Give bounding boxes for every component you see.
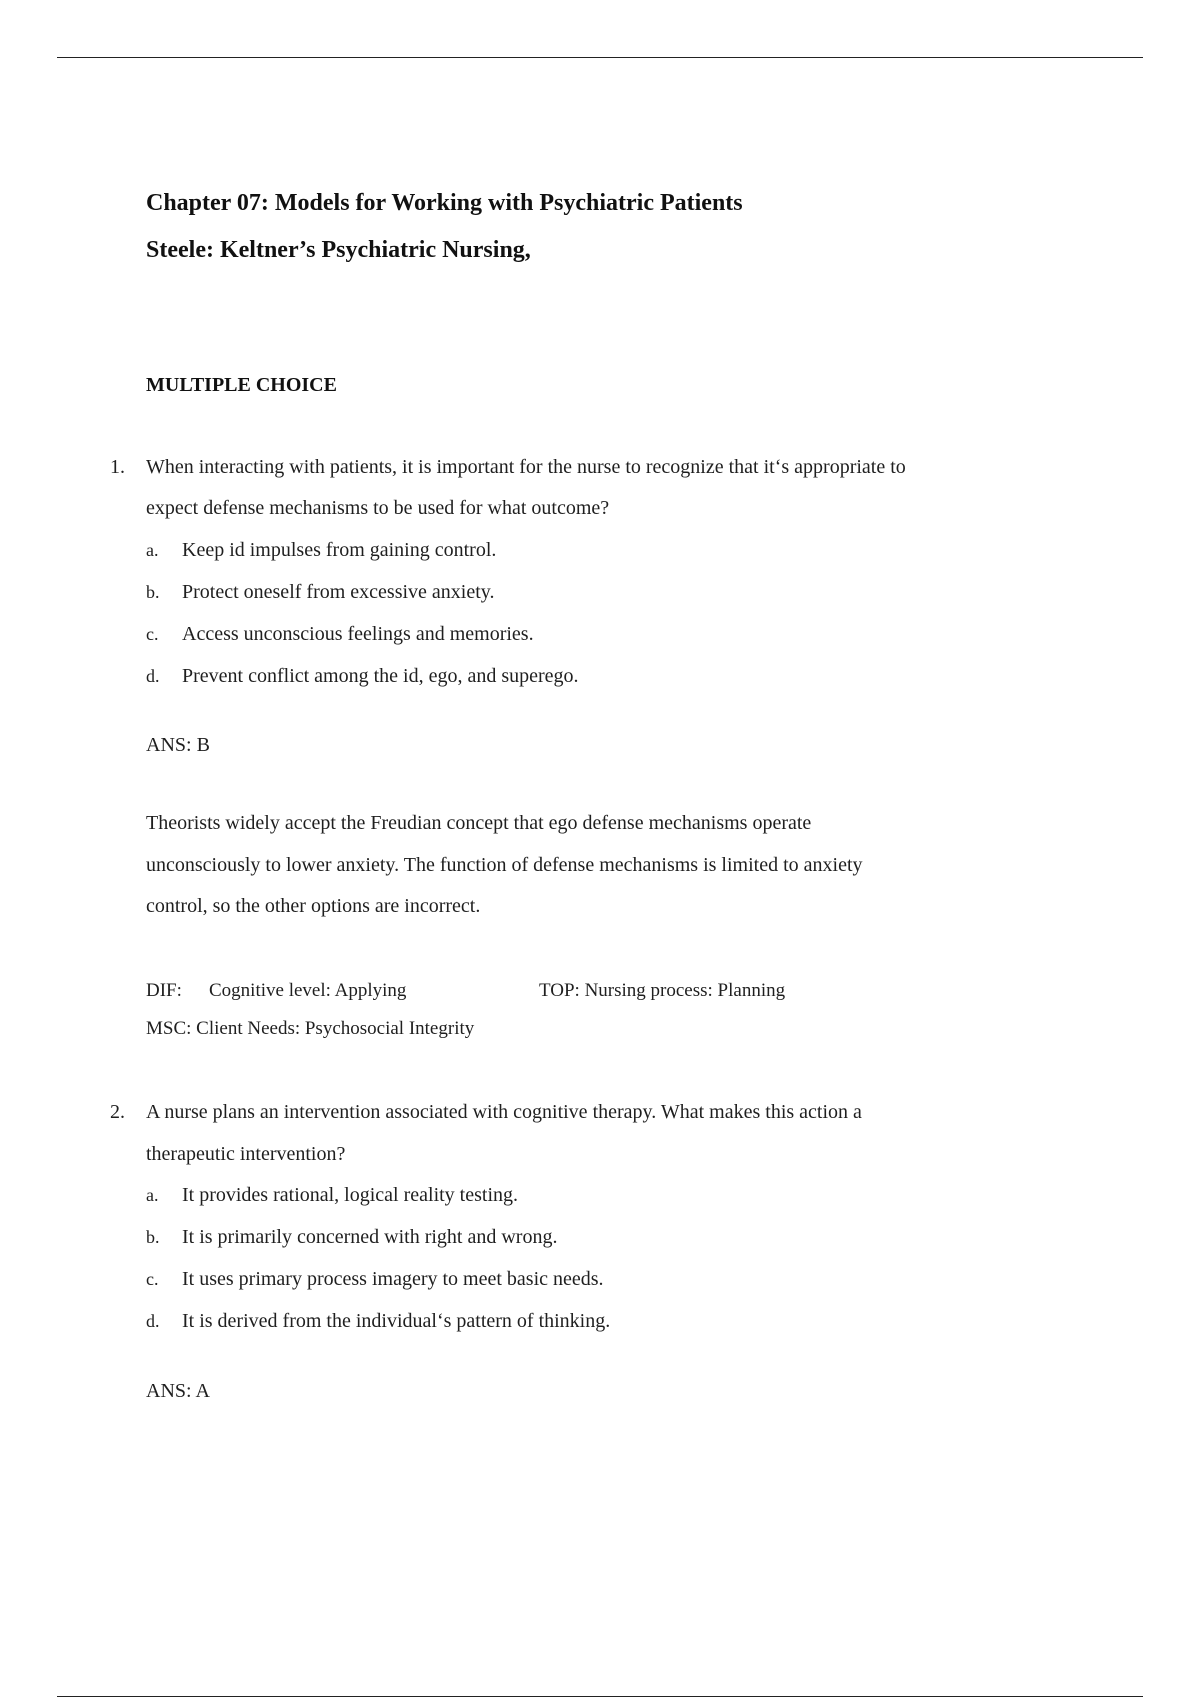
question-number: 2. <box>110 1101 125 1123</box>
option-text: Protect oneself from excessive anxiety. <box>182 581 495 603</box>
option-letter: d. <box>146 666 160 686</box>
option-letter: a. <box>146 540 159 560</box>
book-title: Steele: Keltner’s Psychiatric Nursing, <box>146 237 531 263</box>
option-text: It is primarily concerned with right and wrong. <box>182 1226 558 1248</box>
option-letter: b. <box>146 1227 160 1247</box>
topic-tag: TOP: Nursing process: Planning <box>539 980 786 1001</box>
option-text: It provides rational, logical reality testing. <box>182 1184 519 1206</box>
question-number: 1. <box>110 456 125 478</box>
option-text: Access unconscious feelings and memories. <box>182 623 534 645</box>
rationale-line: control, so the other options are incorrect. <box>146 895 481 917</box>
option-text: It uses primary process imagery to meet basic needs. <box>182 1268 604 1290</box>
rationale-line: Theorists widely accept the Freudian concept that ego defense mechanisms operate <box>146 812 812 834</box>
option-text: Prevent conflict among the id, ego, and superego. <box>182 665 579 687</box>
dif-label: DIF: <box>146 980 182 1001</box>
chapter-title: Chapter 07: Models for Working with Psychiatric Patients <box>146 190 743 216</box>
option-letter: c. <box>146 624 159 644</box>
option-text: Keep id impulses from gaining control. <box>182 539 497 561</box>
question-stem-line: therapeutic intervention? <box>146 1143 346 1165</box>
option-letter: b. <box>146 582 160 602</box>
bottom-rule <box>57 1696 1143 1697</box>
question-stem-line: A nurse plans an intervention associated with cognitive therapy. What makes this action a <box>146 1101 862 1123</box>
rationale-line: unconsciously to lower anxiety. The function of defense mechanisms is limited to anxiety <box>146 854 863 876</box>
answer-key: ANS: B <box>146 734 210 756</box>
msc-tag: MSC: Client Needs: Psychosocial Integrity <box>146 1018 475 1039</box>
option-letter: d. <box>146 1311 160 1331</box>
question-stem-line: expect defense mechanisms to be used for what outcome? <box>146 497 610 519</box>
answer-key: ANS: A <box>146 1380 210 1402</box>
top-rule <box>57 57 1143 58</box>
option-text: It is derived from the individual‘s pattern of thinking. <box>182 1310 611 1332</box>
section-label: MULTIPLE CHOICE <box>146 374 337 396</box>
option-letter: c. <box>146 1269 159 1289</box>
option-letter: a. <box>146 1185 159 1205</box>
question-stem-line: When interacting with patients, it is important for the nurse to recognize that it‘s appropriate to <box>146 456 906 478</box>
dif-value: Cognitive level: Applying <box>209 980 407 1001</box>
